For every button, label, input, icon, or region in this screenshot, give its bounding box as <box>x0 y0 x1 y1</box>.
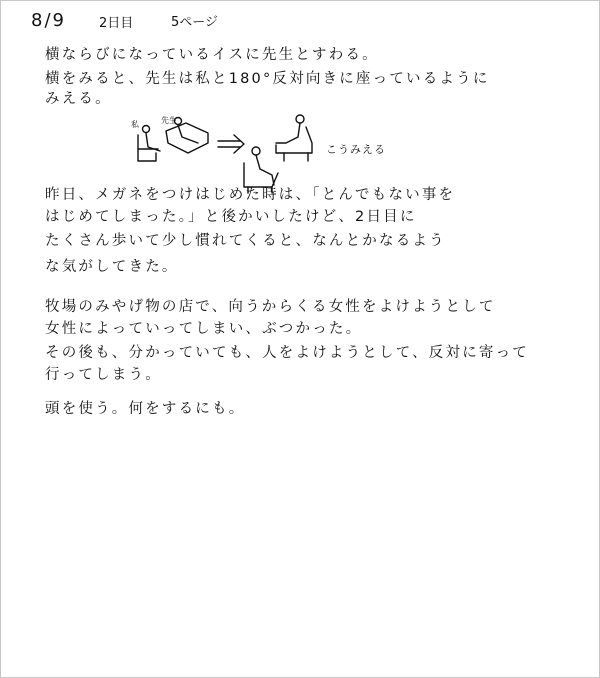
text-line-6: たくさん歩いて少し慣れてくると、なんとかなるよう <box>45 233 446 249</box>
sketch-caption: こうみえる <box>326 143 386 156</box>
entry-page-number: 5ページ <box>171 15 219 30</box>
text-line-12: 頭を使う。何をするにも。 <box>45 401 246 417</box>
text-line-9: 女性によっていってしまい、ぶつかった。 <box>45 321 363 337</box>
text-line-11: 行ってしまう。 <box>45 367 162 383</box>
entry-date: 8/9 <box>31 10 66 31</box>
text-line-1: 横ならびになっているイスに先生とすわる。 <box>45 47 379 63</box>
text-line-3: みえる。 <box>45 91 112 107</box>
text-line-4: 昨日、メガネをつけはじめた時は、「とんでもない事を <box>45 187 456 203</box>
text-line-8: 牧場のみやげ物の店で、向うからくる女性をよけようとして <box>45 299 496 315</box>
sketch-label-teacher: 先生 <box>161 116 177 125</box>
text-line-2: 横をみると、先生は私と180°反対向きに座っているように <box>45 71 490 87</box>
chair-teacher-view-drawing <box>276 115 312 161</box>
text-line-10: その後も、分かっていても、人をよけようとして、反対に寄って <box>45 345 530 361</box>
arrow-icon <box>218 135 244 153</box>
text-line-7: な気がしてきた。 <box>45 259 179 275</box>
chair-me-drawing <box>138 126 160 162</box>
text-line-5: はじめてしまった。」と後かいしたけど、2日目に <box>45 209 417 225</box>
sketch-label-me: 私 <box>131 120 139 129</box>
entry-day: 2日目 <box>99 16 134 31</box>
